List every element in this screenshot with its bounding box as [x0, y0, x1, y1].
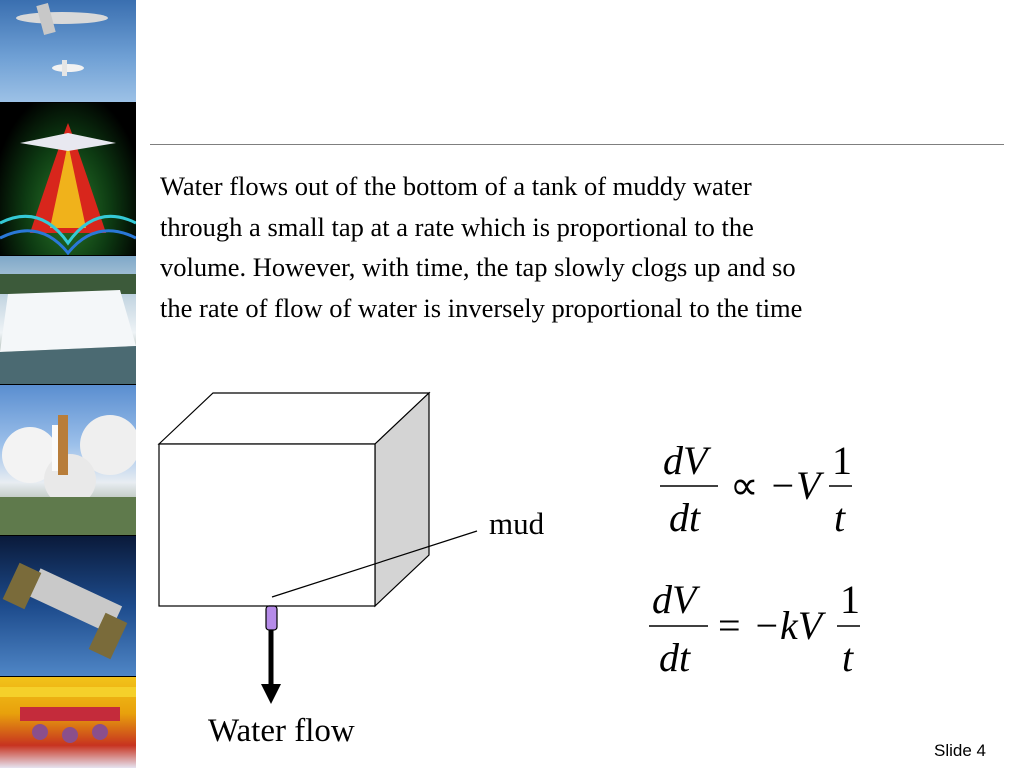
problem-statement: Water flows out of the bottom of a tank of muddy water through a small tap at a rate which is proportional to the volume. However, with time, the tap slowly clogs up and so the rate of flow of water is inversely proportional to the time [160, 171, 803, 323]
eq1-middle-term: −V [769, 463, 821, 508]
eq2-middle-term: −kV [753, 603, 823, 648]
slide-number: Slide 4 [934, 741, 986, 760]
eq1-numerator-left: dV [663, 438, 708, 483]
mud-label: mud [489, 506, 545, 541]
eq1-denominator-right: t [834, 495, 846, 540]
eq2-denominator-right: t [842, 635, 854, 680]
eq1-denominator-left: dt [669, 495, 701, 540]
eq1-numerator-right: 1 [832, 438, 852, 483]
eq1-proportional-symbol: ∝ [730, 463, 759, 508]
eq2-numerator-left: dV [652, 577, 697, 622]
eq2-equals-sign: = [718, 603, 741, 648]
eq2-denominator-left: dt [659, 635, 691, 680]
equation-proportional [660, 438, 852, 540]
water-flow-label: Water flow [208, 713, 355, 749]
equation-with-constant [649, 577, 860, 680]
eq2-numerator-right: 1 [840, 577, 860, 622]
